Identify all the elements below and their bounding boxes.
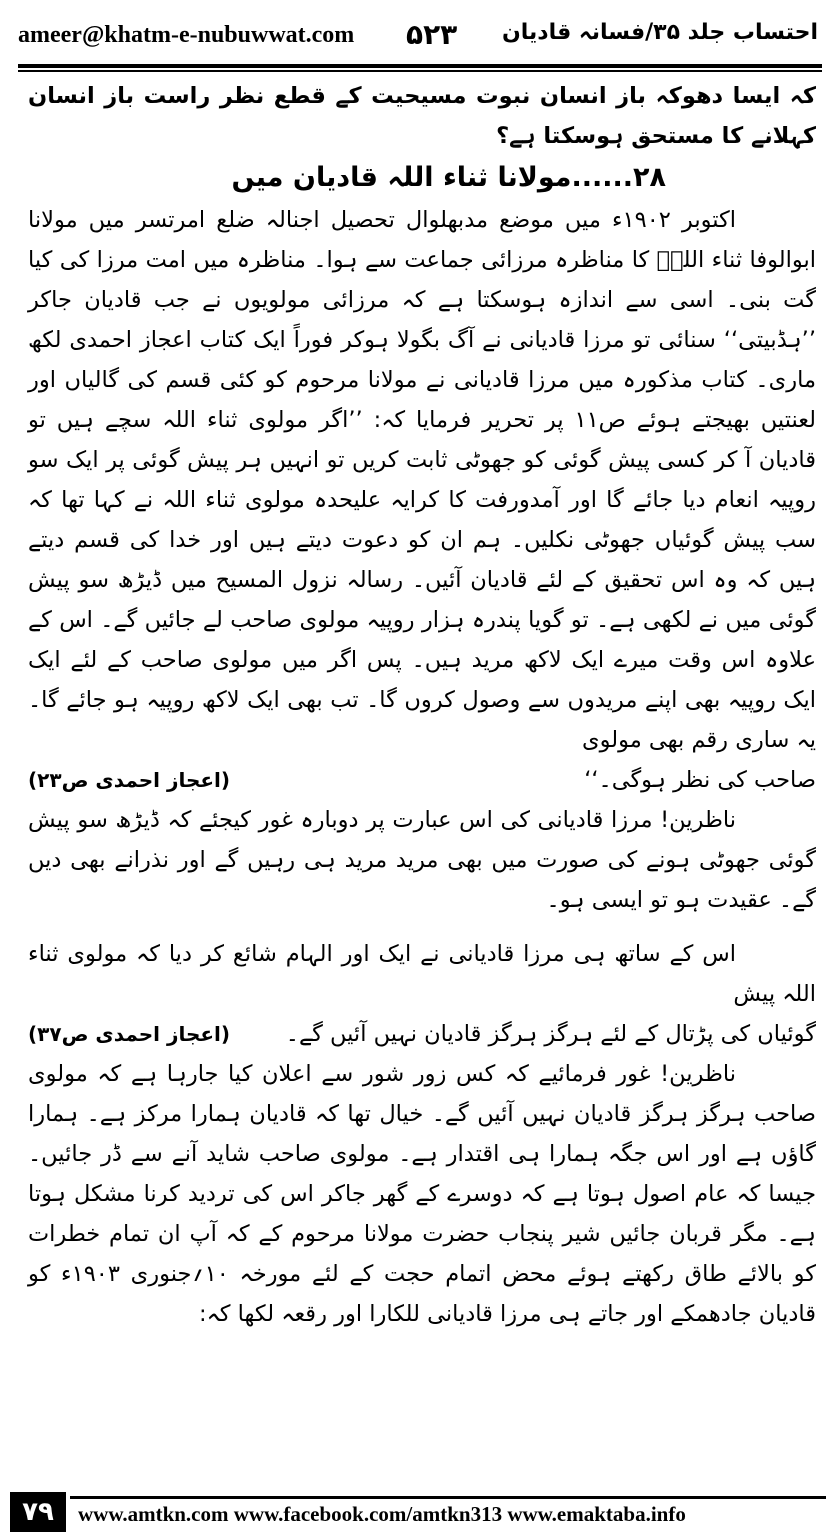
body-text	[28, 76, 816, 1334]
header-book-title: احتساب جلد ۳۵/فسانہ قادیان	[501, 20, 818, 45]
intro-line: کہ ایسا دھوکہ باز انسان نبوت مسیحیت کے قطع نظر راست باز انسان کہلانے کا مستحق ہوسکتا ہے؟	[28, 83, 816, 149]
section-heading: ۲۸......مولانا ثناء اللہ قادیان میں	[231, 162, 666, 193]
header-rule-thin	[18, 70, 822, 72]
footer-rule	[70, 1496, 826, 1499]
header-page-number: ۵۲۳	[406, 18, 458, 51]
citation-ijaz-37: (اعجاز احمدی ص۳۷)	[28, 1022, 231, 1046]
paragraph-1: اکتوبر ۱۹۰۲ء میں موضع مدبھلوال تحصیل اجنالہ ضلع امرتسر میں مولانا ابوالوفا ثناء اللہؒ کا مناظرہ مرزائی جماعت سے ہوا۔ مناظرہ میں امت مرزا کی کیا گت بنی۔ اسی سے اندازہ ہوسکتا ہے کہ مرزائی مولویوں نے جب قادیان جاکر ’’ہڈبیتی‘‘ سنائی تو مرزا قادیانی نے آگ بگولا ہوکر فوراً ایک کتاب اعجاز احمدی لکھ ماری۔ کتاب مذکورہ میں مرزا قادیانی نے مولانا مرحوم کو کئی قسم کی گالیاں اور لعنتیں بھیجتے ہوئے ص۱۱ پر تحریر فرمایا کہ: ’’اگر مولوی ثناء اللہ سچے ہیں تو قادیان آ کر کسی پیش گوئی کو جھوٹی ثابت کریں تو انہیں ہر پیش گوئی پر ایک سو روپیہ انعام دیا جائے گا اور آمدورفت کا کرایہ علیحدہ مولوی ثناء اللہ نے کہا تھا کہ سب پیش گوئیاں جھوٹی نکلیں۔ ہم ان کو دعوت دیتے ہیں اور خدا کی قسم دیتے ہیں کہ وہ اس تحقیق کے لئے قادیان آئیں۔ رسالہ نزول المسیح میں ڈیڑھ سو پیش گوئی میں نے لکھی ہے۔ تو گویا پندرہ ہزار روپیہ مولوی صاحب لے جائیں گے۔ اس کے علاوہ اس وقت میرے ایک لاکھ مرید ہیں۔ پس اگر میں مولوی صاحب کے لئے ایک ایک روپیہ بھی اپنے مریدوں سے وصول کروں گا۔ تب بھی ایک لاکھ روپیہ ہو جائے گا۔ یہ ساری رقم بھی مولوی	[28, 207, 816, 753]
citation-ijaz-23: (اعجاز احمدی ص۲۳)	[28, 768, 231, 792]
page-footer	[0, 1488, 840, 1532]
footer-page-number: ۷۹	[10, 1492, 66, 1532]
page-header	[18, 18, 822, 62]
header-rule-thick	[18, 64, 822, 68]
quote-end-line	[28, 760, 816, 800]
paragraph-gap	[28, 920, 816, 934]
paragraph-3-end-text: گوئیاں کی پڑتال کے لئے ہرگز ہرگز قادیان نہیں آئیں گے۔	[285, 1021, 816, 1047]
paragraph-3: اس کے ساتھ ہی مرزا قادیانی نے ایک اور الہام شائع کر دیا کہ مولوی ثناء اللہ پیش	[28, 941, 816, 1007]
paragraph-4: ناظرین! غور فرمائیے کہ کس زور شور سے اعلان کیا جارہا ہے کہ مولوی صاحب ہرگز ہرگز قادیان نہیں آئیں گے۔ خیال تھا کہ قادیان ہمارا مرکز ہے۔ ہمارا گاؤں ہے اور اس جگہ ہمارا ہی اقتدار ہے۔ مولوی صاحب شاید آنے سے ڈر جائیں۔ جیسا کہ عام اصول ہوتا ہے کہ دوسرے کے گھر جاکر اس کی تردید کرنا مشکل ہوتا ہے۔ مگر قربان جائیں شیر پنجاب حضرت مولانا مرحوم کے کہ آپ ان تمام خطرات کو بالائے طاق رکھتے ہوئے محض اتمام حجت کے لئے مورخہ ۱۰؍جنوری ۱۹۰۳ء کو قادیان جادھمکے اور جاتے ہی مرزا قادیانی للکارا اور رقعہ لکھا کہ:	[28, 1061, 816, 1327]
footer-website-links[interactable]: www.amtkn.com www.facebook.com/amtkn313 www.emaktaba.info	[78, 1502, 686, 1526]
paragraph-2: ناظرین! مرزا قادیانی کی اس عبارت پر دوبارہ غور کیجئے کہ ڈیڑھ سو پیش گوئی جھوٹی ہونے کی صورت میں بھی مرید مرید ہی رہیں گے اور نذرانے بھی دیں گے۔ عقیدت ہو تو ایسی ہو۔	[28, 807, 816, 913]
header-email: ameer@khatm-e-nubuwwat.com	[18, 22, 355, 48]
quote-end-text: صاحب کی نظر ہوگی۔‘‘	[584, 767, 816, 793]
paragraph-3-end-line	[28, 1014, 816, 1054]
